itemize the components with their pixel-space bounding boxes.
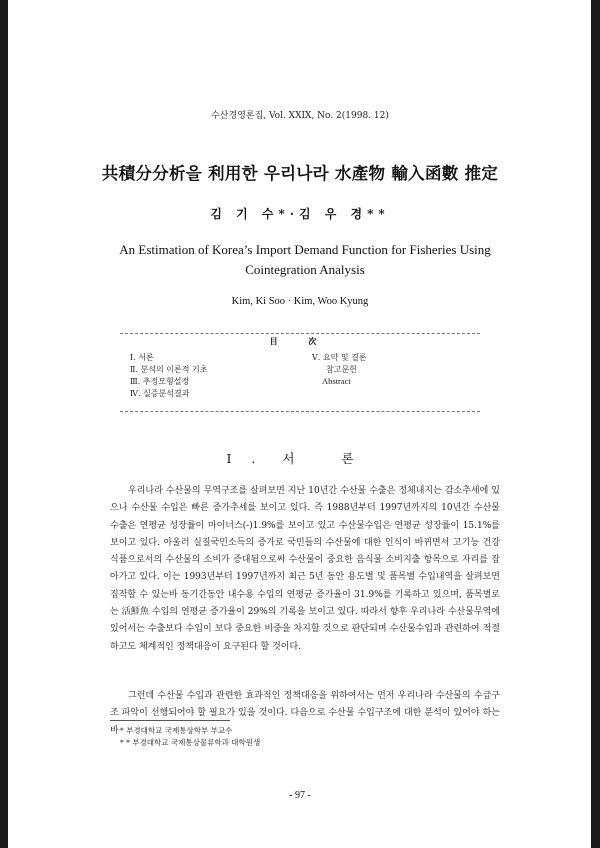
paper-title-english [70, 240, 540, 280]
body-paragraph-2: 그런데 수산물 수입과 관련한 효과적인 정책대응을 위하여서는 먼저 우리나라 수산물의 수급구조 파악이 선행되어야 할 필요가 있을 것이다. 다음으로 수산물 수입구조에 대한 분석이 있어야 하는바 [110, 691, 500, 736]
paper-title-korean: 共積分分析을 利用한 우리나라 水產物 輸入函數 推定 [101, 164, 499, 183]
section-number: Ⅰ. [226, 451, 276, 466]
title-en-line-2: Cointegration Analysis [245, 262, 365, 277]
toc-item-intro: Ⅰ. 서론 [130, 353, 154, 362]
section-heading [0, 449, 600, 467]
footnote-1: * 부경대학교 국제통상학부 부교수 [120, 726, 233, 735]
authors-korean: 김 기 수*·김 우 경** [210, 207, 390, 221]
page-edge-right [591, 0, 600, 848]
authors-english: Kim, Ki Soo · Kim, Woo Kyung [231, 296, 369, 307]
toc-item-theory: Ⅱ. 분석의 이론적 기초 [130, 365, 208, 374]
toc-item-abstract: Abstract [322, 376, 351, 386]
body-paragraph-1: 우리나라 수산물의 무역구조를 살펴보면 지난 10년간 수산물 수출은 정체내지는 감소추세에 있으나 수산물 수입은 빠른 증가추세를 보이고 있다. 즉 1988년부터 1997년까지의 10년간 수산물 수출은 연평균 성장률이 마이너스(-)1.9%를 보이고 있고 수산물수입은 연평균 성장률이 15.1%를 보이고 있다. 아울러 실질국민소득의 증가로 국민들의 수산물에 대한 인식이 바뀌면서 고기능 건강식품으로서의 수산물의 소비가 증대됨으로써 수산물이 중요한 음식물 소비지출 항목으로 자리를 잡아가고 있다. 이는 1993년부터 1997년까지 최근 5년 동안 용도별 및 품목별 수입내역을 살펴보면 짐작할 수 있는바 동기간동안 내수용 수입의 연평균 증가율이 31.9%를 기록하고 있으며, 품목별로는 活鮮魚 수입의 연평균 증가율이 29%의 기록을 보이고 있다. 따라서 향후 우리나라 수산물무역에 있어서는 수출보다 수입이 보다 중요한 비중을 차지할 것으로 판단되며 수산물수입과 관련하여 적절하고도 체계적인 정책대응이 요구된다 할 것이다. [110, 486, 500, 652]
title-en-line-1: An Estimation of Korea’s Import Demand Function for Fisheries Using [119, 242, 491, 257]
journal-citation: 수산경영론집, Vol. XXIX, No. 2(1998. 12) [211, 111, 389, 121]
toc-item-conclusion: Ⅴ. 요약 및 결론 [312, 353, 367, 362]
footnote-2: * * 부경대학교 국제통상물류학과 대학원생 [120, 738, 261, 747]
page-edge-left [0, 0, 8, 848]
toc-heading: 目 次 [269, 336, 331, 346]
toc-item-references: 참고문헌 [326, 365, 357, 374]
section-title: 서 론 [282, 451, 374, 466]
toc-item-results: Ⅳ. 실증분석결과 [130, 389, 190, 398]
toc-item-model: Ⅲ. 추정모형설정 [130, 377, 190, 386]
page-number: - 97 - [289, 790, 311, 801]
footnote-divider [110, 720, 230, 721]
